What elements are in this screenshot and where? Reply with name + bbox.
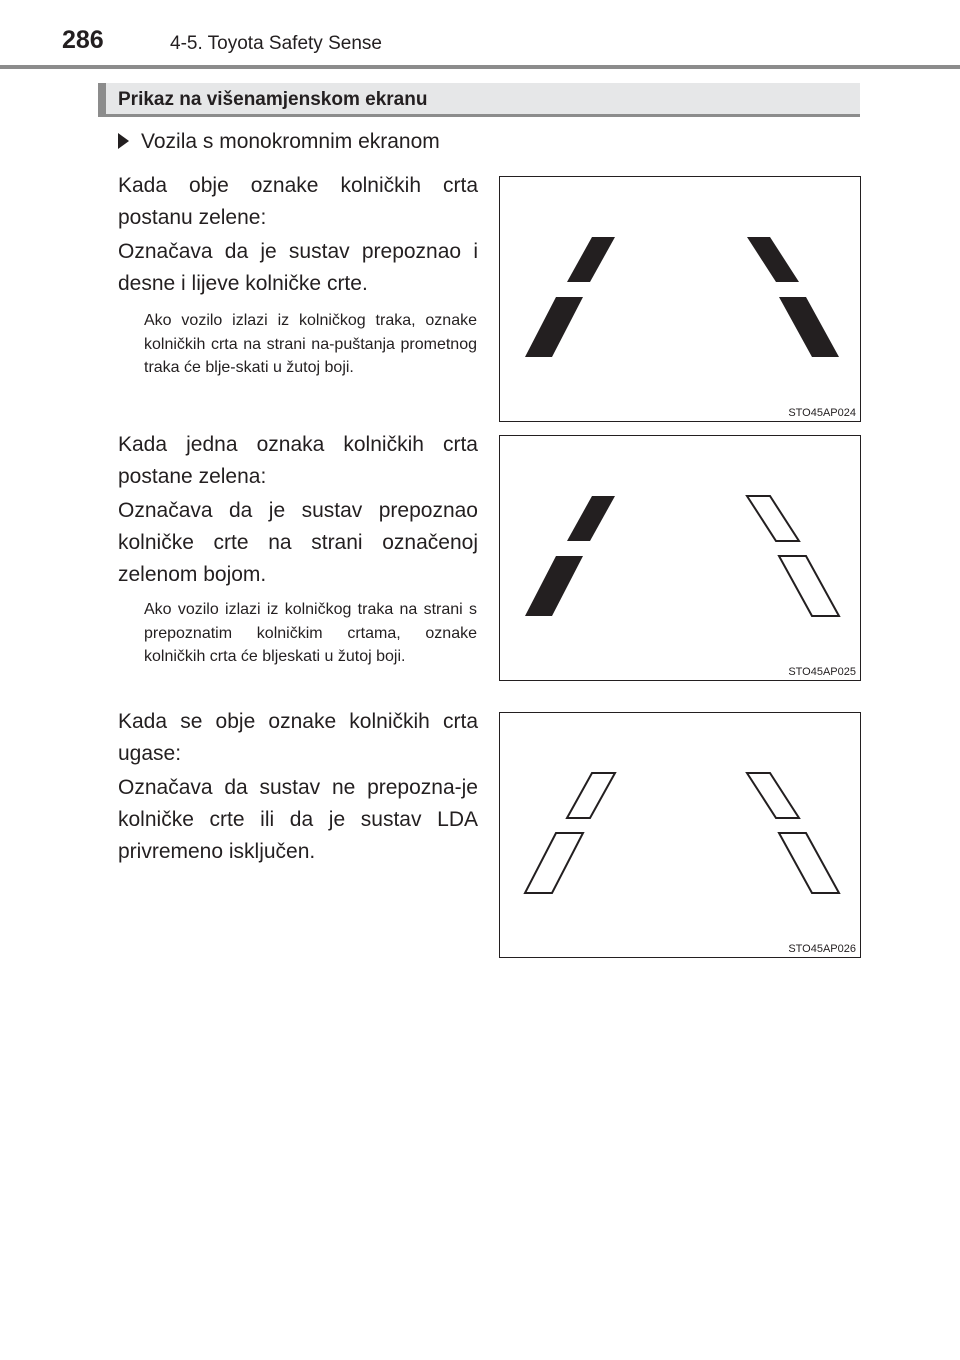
left-lane-line-lower [525,297,583,357]
note-both-green: Ako vozilo izlazi iz kolničkog traka, oznake kolničkih crta na strani na-puštanja prometnog traka će blje-skati u žutoj boji. [144,312,477,376]
right-lane-line-lower [779,833,839,893]
right-lane-line-upper [747,773,799,818]
left-lane-line-lower [525,556,583,616]
left-lane-line-upper [567,496,615,541]
right-lane-line-lower [779,297,839,357]
header-rule [0,65,960,69]
right-lane-line-upper [747,496,799,541]
condition-both-green: Kada obje oznake kolničkih crta postanu zelene: [118,174,478,229]
lane-lines-outline-icon [500,713,862,959]
left-lane-line-lower [525,833,583,893]
figure-code: STO45AP026 [788,943,856,955]
left-lane-line-upper [567,773,615,818]
subsection-bullet [118,130,440,154]
section-heading [98,83,860,117]
triangle-bullet-icon [118,133,129,149]
section-title: Prikaz na višenamjenskom ekranu [118,89,428,110]
meaning-both-off: Označava da sustav ne prepozna-je kolničke crte ili da je sustav LDA privremeno isključen. [118,776,478,863]
right-lane-line-lower [779,556,839,616]
condition-one-green: Kada jedna oznaka kolničkih crta postane zelena: [118,433,478,488]
condition-both-off: Kada se obje oznake kolničkih crta ugase: [118,710,478,765]
subsection-label: Vozila s monokromnim ekranom [141,130,440,153]
right-lane-line-upper [747,237,799,282]
figure-code: STO45AP024 [788,407,856,419]
left-lane-line-upper [567,237,615,282]
page-number: 286 [62,26,104,54]
chapter-title: 4-5. Toyota Safety Sense [170,33,382,54]
note-one-green: Ako vozilo izlazi iz kolničkog traka na strani s prepoznatim kolničkim crtama, oznake kolničkih crta će bljeskati u žutoj boji. [144,601,477,665]
figure-code: STO45AP025 [788,666,856,678]
figure-both-lines-recognized [499,176,861,422]
figure-one-side-recognized [499,435,861,681]
figure-no-lines-recognized [499,712,861,958]
lane-lines-both-filled-icon [500,177,862,423]
lane-lines-left-filled-icon [500,436,862,682]
meaning-one-green: Označava da je sustav prepoznao kolničke crte na strani označenoj zelenom bojom. [118,499,478,586]
meaning-both-green: Označava da je sustav prepoznao i desne i lijeve kolničke crte. [118,240,478,295]
